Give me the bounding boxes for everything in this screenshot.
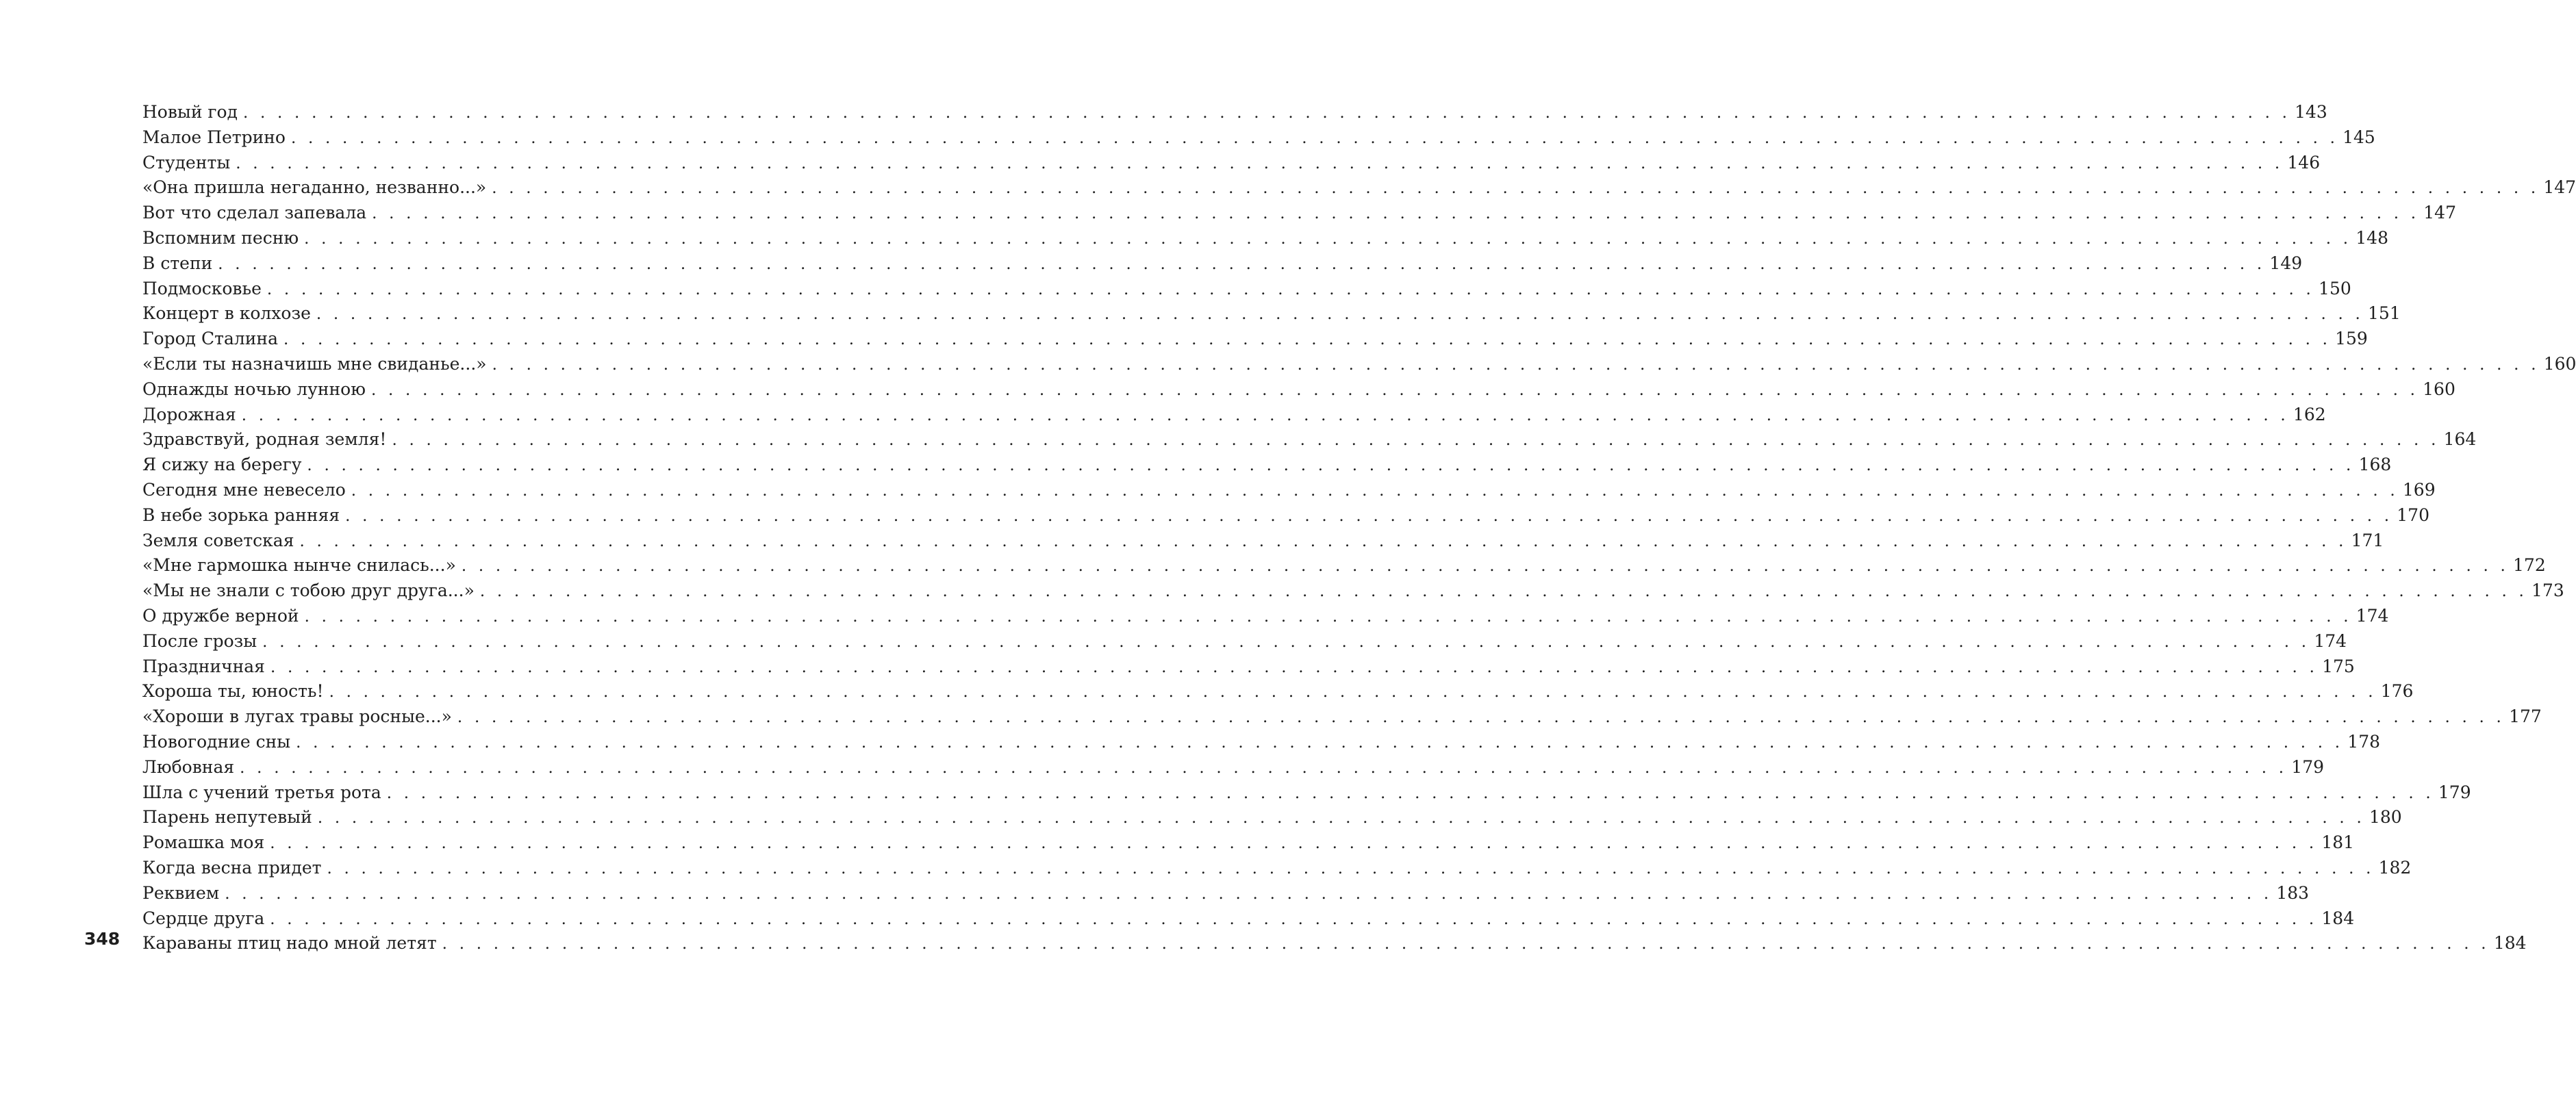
toc-entry-page: 170 xyxy=(2397,505,2429,525)
toc-entry xyxy=(142,755,2325,780)
toc-entry xyxy=(142,629,2347,654)
table-of-contents xyxy=(142,100,2576,956)
toc-entry-page: 143 xyxy=(2295,102,2327,122)
toc-entry-page: 149 xyxy=(2269,253,2303,273)
toc-entry xyxy=(142,377,2455,403)
toc-entry-title: Когда весна придет xyxy=(142,857,322,878)
toc-entry xyxy=(142,528,2384,554)
dot-leader: . . . . . . . . . . . . . . . . . . . . . . . . . . . . . . . . . . . . . . . . . . . . . . . . . . . . . . . . . . . . . . . . . . . . . . . . . . . . . . . . . . . . . . . . . . . . . . . . . . . . . . . . . . . . . . . . . . . . . . . . xyxy=(270,658,2319,676)
toc-entry-title: «Если ты назначишь мне свиданье...» xyxy=(142,353,487,374)
toc-entry-page: 164 xyxy=(2443,429,2477,450)
toc-entry-page: 175 xyxy=(2322,656,2355,676)
toc-entry xyxy=(142,403,2326,428)
toc-entry-page: 168 xyxy=(2358,455,2392,475)
toc-entry-page: 182 xyxy=(2378,857,2412,878)
toc-entry-title: Новый год xyxy=(142,102,238,122)
dot-leader: . . . . . . . . . . . . . . . . . . . . . . . . . . . . . . . . . . . . . . . . . . . . . . . . . . . . . . . . . . . . . . . . . . . . . . . . . . . . . . . . . . . . . . . . . . . . . . . . . . . . . . . . . . . . . . . . . . . . . . . . xyxy=(386,784,2434,802)
toc-entry xyxy=(142,906,2355,932)
toc-entry-title: Вот что сделал запевала xyxy=(142,203,367,223)
dot-leader: . . . . . . . . . . . . . . . . . . . . . . . . . . . . . . . . . . . . . . . . . . . . . . . . . . . . . . . . . . . . . . . . . . . . . . . . . . . . . . . . . . . . . . . . . . . . . . . . . . . . . . . . . . . . . . . . . . . . . . . . xyxy=(270,834,2318,853)
toc-entry xyxy=(142,830,2355,856)
toc-entry-title: Концерт в колхозе xyxy=(142,303,311,324)
dot-leader: . . . . . . . . . . . . . . . . . . . . . . . . . . . . . . . . . . . . . . . . . . . . . . . . . . . . . . . . . . . . . . . . . . . . . . . . . . . . . . . . . . . . . . . . . . . . . . . . . . . . . . . . . . . . . . . . . . . . . . . . xyxy=(270,910,2318,928)
toc-entry-page: 147 xyxy=(2543,177,2576,198)
toc-entry xyxy=(142,931,2527,956)
toc-entry-page: 171 xyxy=(2351,530,2384,550)
toc-entry xyxy=(142,856,2412,881)
toc-entry xyxy=(142,100,2327,125)
toc-entry xyxy=(142,704,2542,730)
dot-leader: . . . . . . . . . . . . . . . . . . . . . . . . . . . . . . . . . . . . . . . . . . . . . . . . . . . . . . . . . . . . . . . . . . . . . . . . . . . . . . . . . . . . . . . . . . . . . . . . . . . . . . . . . . . . . . . . . . . . . . . . xyxy=(371,381,2419,399)
toc-entry-page: 177 xyxy=(2509,706,2542,727)
dot-leader: . . . . . . . . . . . . . . . . . . . . . . . . . . . . . . . . . . . . . . . . . . . . . . . . . . . . . . . . . . . . . . . . . . . . . . . . . . . . . . . . . . . . . . . . . . . . . . . . . . . . . . . . . . . . . . . . . . . . . . . . xyxy=(492,355,2540,374)
toc-entry xyxy=(142,175,2576,201)
dot-leader: . . . . . . . . . . . . . . . . . . . . . . . . . . . . . . . . . . . . . . . . . . . . . . . . . . . . . . . . . . . . . . . . . . . . . . . . . . . . . . . . . . . . . . . . . . . . . . . . . . . . . . . . . . . . . . . . . . . . . . . . xyxy=(345,507,2393,525)
toc-entry-title: В степи xyxy=(142,253,213,273)
toc-entry-title: Парень непутевый xyxy=(142,807,312,828)
dot-leader: . . . . . . . . . . . . . . . . . . . . . . . . . . . . . . . . . . . . . . . . . . . . . . . . . . . . . . . . . . . . . . . . . . . . . . . . . . . . . . . . . . . . . . . . . . . . . . . . . . . . . . . . . . . . . . . . . . . . . . . . xyxy=(479,583,2528,601)
toc-entry-page: 148 xyxy=(2356,227,2388,248)
dot-leader: . . . . . . . . . . . . . . . . . . . . . . . . . . . . . . . . . . . . . . . . . . . . . . . . . . . . . . . . . . . . . . . . . . . . . . . . . . . . . . . . . . . . . . . . . . . . . . . . . . . . . . . . . . . . . . . . . . . . . . . . xyxy=(240,758,2288,777)
dot-leader: . . . . . . . . . . . . . . . . . . . . . . . . . . . . . . . . . . . . . . . . . . . . . . . . . . . . . . . . . . . . . . . . . . . . . . . . . . . . . . . . . . . . . . . . . . . . . . . . . . . . . . . . . . . . . . . . . . . . . . . . xyxy=(290,129,2339,147)
dot-leader: . . . . . . . . . . . . . . . . . . . . . . . . . . . . . . . . . . . . . . . . . . . . . . . . . . . . . . . . . . . . . . . . . . . . . . . . . . . . . . . . . . . . . . . . . . . . . . . . . . . . . . . . . . . . . . . . . . . . . . . . xyxy=(218,255,2266,273)
toc-entry xyxy=(142,780,2471,806)
toc-entry-page: 174 xyxy=(2356,605,2389,626)
toc-entry xyxy=(142,251,2303,277)
toc-entry-title: Ромашка моя xyxy=(142,832,265,853)
toc-entry-title: В небе зорька ранняя xyxy=(142,505,340,525)
toc-entry-page: 184 xyxy=(2493,933,2527,954)
toc-entry-page: 169 xyxy=(2402,479,2436,500)
toc-entry-page: 176 xyxy=(2380,681,2414,702)
toc-entry-title: Дорожная xyxy=(142,404,236,424)
toc-entry xyxy=(142,553,2546,578)
toc-entry-title: Караваны птиц надо мной летят xyxy=(142,933,437,954)
toc-entry-title: «Она пришла негаданно, незванно...» xyxy=(142,177,487,198)
toc-entry-title: Новогодние сны xyxy=(142,731,291,752)
toc-entry-title: Реквием xyxy=(142,882,220,903)
toc-entry-title: Сегодня мне невесело xyxy=(142,479,346,500)
dot-leader: . . . . . . . . . . . . . . . . . . . . . . . . . . . . . . . . . . . . . . . . . . . . . . . . . . . . . . . . . . . . . . . . . . . . . . . . . . . . . . . . . . . . . . . . . . . . . . . . . . . . . . . . . . . . . . . . . . . . . . . . xyxy=(225,884,2273,903)
toc-entry-title: «Мы не знали с тобою друг друга...» xyxy=(142,580,475,601)
toc-entry-page: 145 xyxy=(2343,127,2375,147)
toc-entry-title: Подмосковье xyxy=(142,278,262,298)
toc-entry-title: Малое Петрино xyxy=(142,127,286,147)
toc-entry xyxy=(142,352,2576,377)
toc-entry-title: После грозы xyxy=(142,630,257,651)
dot-leader: . . . . . . . . . . . . . . . . . . . . . . . . . . . . . . . . . . . . . . . . . . . . . . . . . . . . . . . . . . . . . . . . . . . . . . . . . . . . . . . . . . . . . . . . . . . . . . . . . . . . . . . . . . . . . . . . . . . . . . . . xyxy=(307,457,2355,475)
toc-entry-page: 159 xyxy=(2335,329,2368,349)
dot-leader: . . . . . . . . . . . . . . . . . . . . . . . . . . . . . . . . . . . . . . . . . . . . . . . . . . . . . . . . . . . . . . . . . . . . . . . . . . . . . . . . . . . . . . . . . . . . . . . . . . . . . . . . . . . . . . . . . . . . . . . . xyxy=(242,104,2291,122)
toc-entry-page: 160 xyxy=(2543,353,2576,374)
toc-entry xyxy=(142,881,2310,906)
dot-leader: . . . . . . . . . . . . . . . . . . . . . . . . . . . . . . . . . . . . . . . . . . . . . . . . . . . . . . . . . . . . . . . . . . . . . . . . . . . . . . . . . . . . . . . . . . . . . . . . . . . . . . . . . . . . . . . . . . . . . . . . xyxy=(457,708,2505,727)
toc-entry-title: Шла с учений третья рота xyxy=(142,782,381,802)
toc-entry xyxy=(142,452,2392,478)
toc-entry xyxy=(142,478,2436,503)
toc-entry-page: 173 xyxy=(2531,580,2564,601)
dot-leader: . . . . . . . . . . . . . . . . . . . . . . . . . . . . . . . . . . . . . . . . . . . . . . . . . . . . . . . . . . . . . . . . . . . . . . . . . . . . . . . . . . . . . . . . . . . . . . . . . . . . . . . . . . . . . . . . . . . . . . . . xyxy=(492,179,2540,198)
toc-entry-title: «Хороши в лугах травы росные...» xyxy=(142,706,452,727)
toc-entry-title: Вспомним песню xyxy=(142,227,299,248)
toc-entry xyxy=(142,578,2564,604)
toc-entry xyxy=(142,679,2414,704)
dot-leader: . . . . . . . . . . . . . . . . . . . . . . . . . . . . . . . . . . . . . . . . . . . . . . . . . . . . . . . . . . . . . . . . . . . . . . . . . . . . . . . . . . . . . . . . . . . . . . . . . . . . . . . . . . . . . . . . . . . . . . . . xyxy=(304,229,2352,248)
toc-entry-page: 178 xyxy=(2347,731,2381,752)
toc-entry-page: 179 xyxy=(2291,756,2325,777)
toc-entry-page: 181 xyxy=(2321,832,2355,853)
toc-entry-page: 179 xyxy=(2438,782,2471,802)
toc-entry xyxy=(142,503,2429,528)
toc-entry xyxy=(142,604,2389,629)
dot-leader: . . . . . . . . . . . . . . . . . . . . . . . . . . . . . . . . . . . . . . . . . . . . . . . . . . . . . . . . . . . . . . . . . . . . . . . . . . . . . . . . . . . . . . . . . . . . . . . . . . . . . . . . . . . . . . . . . . . . . . . . xyxy=(327,859,2375,878)
toc-entry-title: Любовная xyxy=(142,756,235,777)
toc-entry xyxy=(142,654,2355,680)
dot-leader: . . . . . . . . . . . . . . . . . . . . . . . . . . . . . . . . . . . . . . . . . . . . . . . . . . . . . . . . . . . . . . . . . . . . . . . . . . . . . . . . . . . . . . . . . . . . . . . . . . . . . . . . . . . . . . . . . . . . . . . . xyxy=(266,280,2315,298)
dot-leader: . . . . . . . . . . . . . . . . . . . . . . . . . . . . . . . . . . . . . . . . . . . . . . . . . . . . . . . . . . . . . . . . . . . . . . . . . . . . . . . . . . . . . . . . . . . . . . . . . . . . . . . . . . . . . . . . . . . . . . . . xyxy=(299,532,2347,550)
toc-entry-title: «Мне гармошка нынче снилась...» xyxy=(142,555,456,576)
dot-leader: . . . . . . . . . . . . . . . . . . . . . . . . . . . . . . . . . . . . . . . . . . . . . . . . . . . . . . . . . . . . . . . . . . . . . . . . . . . . . . . . . . . . . . . . . . . . . . . . . . . . . . . . . . . . . . . . . . . . . . . . xyxy=(304,607,2352,626)
toc-entry-title: Здравствуй, родная земля! xyxy=(142,429,387,450)
toc-entry-page: 160 xyxy=(2423,379,2455,399)
dot-leader: . . . . . . . . . . . . . . . . . . . . . . . . . . . . . . . . . . . . . . . . . . . . . . . . . . . . . . . . . . . . . . . . . . . . . . . . . . . . . . . . . . . . . . . . . . . . . . . . . . . . . . . . . . . . . . . . . . . . . . . . xyxy=(283,331,2332,349)
dot-leader: . . . . . . . . . . . . . . . . . . . . . . . . . . . . . . . . . . . . . . . . . . . . . . . . . . . . . . . . . . . . . . . . . . . . . . . . . . . . . . . . . . . . . . . . . . . . . . . . . . . . . . . . . . . . . . . . . . . . . . . . xyxy=(236,154,2284,173)
toc-entry-page: 172 xyxy=(2513,555,2546,576)
toc-entry xyxy=(142,226,2388,251)
dot-leader: . . . . . . . . . . . . . . . . . . . . . . . . . . . . . . . . . . . . . . . . . . . . . . . . . . . . . . . . . . . . . . . . . . . . . . . . . . . . . . . . . . . . . . . . . . . . . . . . . . . . . . . . . . . . . . . . . . . . . . . . xyxy=(372,205,2420,223)
toc-entry xyxy=(142,427,2477,452)
toc-entry xyxy=(142,301,2401,327)
toc-entry xyxy=(142,151,2321,176)
dot-leader: . . . . . . . . . . . . . . . . . . . . . . . . . . . . . . . . . . . . . . . . . . . . . . . . . . . . . . . . . . . . . . . . . . . . . . . . . . . . . . . . . . . . . . . . . . . . . . . . . . . . . . . . . . . . . . . . . . . . . . . . xyxy=(351,481,2399,500)
toc-entry-page: 146 xyxy=(2287,152,2321,173)
toc-entry-title: Я сижу на берегу xyxy=(142,455,302,475)
toc-entry-title: Студенты xyxy=(142,152,231,173)
toc-entry xyxy=(142,125,2375,151)
dot-leader: . . . . . . . . . . . . . . . . . . . . . . . . . . . . . . . . . . . . . . . . . . . . . . . . . . . . . . . . . . . . . . . . . . . . . . . . . . . . . . . . . . . . . . . . . . . . . . . . . . . . . . . . . . . . . . . . . . . . . . . . xyxy=(461,557,2510,576)
dot-leader: . . . . . . . . . . . . . . . . . . . . . . . . . . . . . . . . . . . . . . . . . . . . . . . . . . . . . . . . . . . . . . . . . . . . . . . . . . . . . . . . . . . . . . . . . . . . . . . . . . . . . . . . . . . . . . . . . . . . . . . . xyxy=(329,683,2377,702)
toc-entry-page: 150 xyxy=(2319,278,2351,298)
toc-entry-page: 183 xyxy=(2276,882,2310,903)
dot-leader: . . . . . . . . . . . . . . . . . . . . . . . . . . . . . . . . . . . . . . . . . . . . . . . . . . . . . . . . . . . . . . . . . . . . . . . . . . . . . . . . . . . . . . . . . . . . . . . . . . . . . . . . . . . . . . . . . . . . . . . . xyxy=(317,809,2365,828)
toc-entry-page: 174 xyxy=(2314,630,2347,651)
toc-entry-title: Праздничная xyxy=(142,656,265,676)
dot-leader: . . . . . . . . . . . . . . . . . . . . . . . . . . . . . . . . . . . . . . . . . . . . . . . . . . . . . . . . . . . . . . . . . . . . . . . . . . . . . . . . . . . . . . . . . . . . . . . . . . . . . . . . . . . . . . . . . . . . . . . . xyxy=(392,431,2440,450)
toc-entry xyxy=(142,805,2402,830)
page-number: 348 xyxy=(84,929,121,949)
toc-entry-page: 162 xyxy=(2293,404,2326,424)
dot-leader: . . . . . . . . . . . . . . . . . . . . . . . . . . . . . . . . . . . . . . . . . . . . . . . . . . . . . . . . . . . . . . . . . . . . . . . . . . . . . . . . . . . . . . . . . . . . . . . . . . . . . . . . . . . . . . . . . . . . . . . . xyxy=(442,935,2490,954)
dot-leader: . . . . . . . . . . . . . . . . . . . . . . . . . . . . . . . . . . . . . . . . . . . . . . . . . . . . . . . . . . . . . . . . . . . . . . . . . . . . . . . . . . . . . . . . . . . . . . . . . . . . . . . . . . . . . . . . . . . . . . . . xyxy=(262,633,2310,651)
toc-entry-title: Сердце друга xyxy=(142,908,265,928)
dot-leader: . . . . . . . . . . . . . . . . . . . . . . . . . . . . . . . . . . . . . . . . . . . . . . . . . . . . . . . . . . . . . . . . . . . . . . . . . . . . . . . . . . . . . . . . . . . . . . . . . . . . . . . . . . . . . . . . . . . . . . . . xyxy=(296,733,2344,752)
toc-entry-page: 151 xyxy=(2368,303,2401,324)
toc-entry-title: Город Сталина xyxy=(142,329,278,349)
toc-entry xyxy=(142,730,2381,755)
toc-entry xyxy=(142,327,2368,352)
dot-leader: . . . . . . . . . . . . . . . . . . . . . . . . . . . . . . . . . . . . . . . . . . . . . . . . . . . . . . . . . . . . . . . . . . . . . . . . . . . . . . . . . . . . . . . . . . . . . . . . . . . . . . . . . . . . . . . . . . . . . . . . xyxy=(241,406,2289,424)
toc-entry xyxy=(142,201,2456,226)
toc-entry-title: Хороша ты, юность! xyxy=(142,681,324,702)
toc-entry-page: 180 xyxy=(2369,807,2402,828)
toc-entry-page: 147 xyxy=(2423,203,2456,223)
toc-entry-page: 184 xyxy=(2321,908,2355,928)
toc-entry xyxy=(142,277,2351,302)
dot-leader: . . . . . . . . . . . . . . . . . . . . . . . . . . . . . . . . . . . . . . . . . . . . . . . . . . . . . . . . . . . . . . . . . . . . . . . . . . . . . . . . . . . . . . . . . . . . . . . . . . . . . . . . . . . . . . . . . . . . . . . . xyxy=(316,305,2364,324)
toc-entry-title: О дружбе верной xyxy=(142,605,299,626)
toc-entry-title: Земля советская xyxy=(142,530,294,550)
toc-entry-title: Однажды ночью лунною xyxy=(142,379,366,399)
